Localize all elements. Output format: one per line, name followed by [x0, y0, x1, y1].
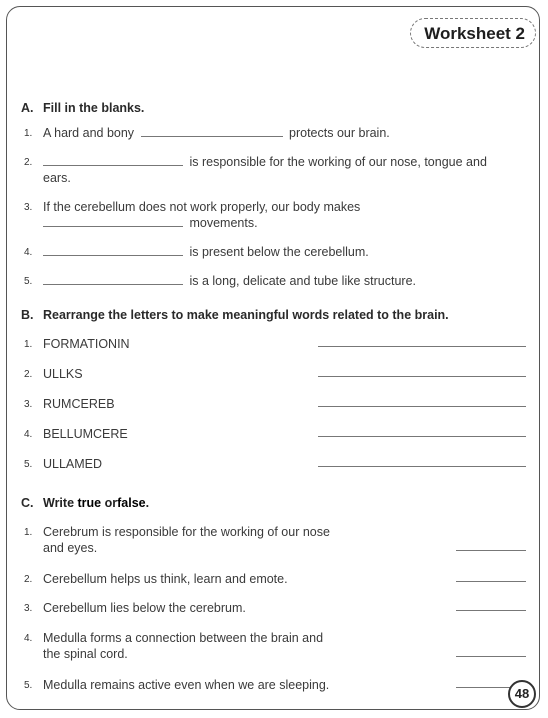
c3-text-line1: Cerebellum lies below the cerebrum.: [43, 601, 246, 615]
a1-question: [43, 125, 390, 141]
c1-answer-line[interactable]: [456, 550, 526, 551]
b1-number: 1.: [24, 339, 33, 350]
a4-answer-blank[interactable]: [43, 245, 183, 256]
section-a-letter: A.: [21, 101, 34, 115]
c4-number: 4.: [24, 633, 33, 644]
c1-text-line2: and eyes.: [43, 541, 98, 555]
a2-number: 2.: [24, 157, 33, 168]
a5-answer-blank[interactable]: [43, 274, 183, 285]
b5-scrambled-word: ULLAMED: [43, 457, 103, 471]
a4-question: [43, 244, 369, 260]
c4-text-line1: Medulla forms a connection between the brain and: [43, 631, 324, 645]
a4-number: 4.: [24, 247, 33, 258]
section-c-heading: [43, 496, 149, 510]
a2-answer-blank[interactable]: [43, 155, 183, 166]
section-c-heading-period: .: [145, 496, 150, 510]
b4-scrambled-word: BELLUMCERE: [43, 427, 128, 441]
c5-text-line1: Medulla remains active even when we are sleeping.: [43, 678, 330, 692]
b5-answer-line[interactable]: [318, 466, 526, 467]
b1-answer-line[interactable]: [318, 346, 526, 347]
a5-question: [43, 273, 416, 289]
a1-text-before: A hard and bony: [43, 126, 135, 140]
b2-answer-line[interactable]: [318, 376, 526, 377]
b3-scrambled-word: RUMCEREB: [43, 397, 115, 411]
section-c-heading-true: true: [77, 496, 102, 510]
a5-number: 5.: [24, 276, 33, 287]
a2-text-line2: ears.: [43, 171, 71, 185]
section-c-letter: C.: [21, 496, 34, 510]
a3-question-line2: [43, 215, 258, 231]
b2-scrambled-word: ULLKS: [43, 367, 83, 381]
section-c-heading-write: Write: [43, 496, 75, 510]
a4-text-after: is present below the cerebellum.: [189, 245, 369, 259]
a3-text-line1: If the cerebellum does not work properly, our body makes: [43, 200, 361, 214]
a3-number: 3.: [24, 202, 33, 213]
a1-text-after: protects our brain.: [289, 126, 390, 140]
a1-answer-blank[interactable]: [141, 126, 283, 137]
a3-answer-blank[interactable]: [43, 216, 183, 227]
c1-number: 1.: [24, 527, 33, 538]
b4-answer-line[interactable]: [318, 436, 526, 437]
c1-text-line1: Cerebrum is responsible for the working of our nose: [43, 525, 330, 539]
page-number-badge: 48: [508, 680, 536, 708]
b1-scrambled-word: FORMATIONIN: [43, 337, 130, 351]
a2-text-after: is responsible for the working of our nose, tongue and: [189, 155, 487, 169]
a3-text-after: movements.: [189, 216, 258, 230]
section-a-heading: Fill in the blanks.: [43, 101, 145, 115]
b2-number: 2.: [24, 369, 33, 380]
c5-answer-line[interactable]: [456, 687, 510, 688]
c3-answer-line[interactable]: [456, 610, 526, 611]
c2-number: 2.: [24, 574, 33, 585]
c2-answer-line[interactable]: [456, 581, 526, 582]
b3-answer-line[interactable]: [318, 406, 526, 407]
section-c-heading-false: false: [117, 496, 146, 510]
c2-text-line1: Cerebellum helps us think, learn and emote.: [43, 572, 288, 586]
worksheet-title-badge: [410, 18, 536, 48]
c3-number: 3.: [24, 603, 33, 614]
a1-number: 1.: [24, 128, 33, 139]
section-b-heading: Rearrange the letters to make meaningful words related to the brain.: [43, 308, 449, 322]
b5-number: 5.: [24, 459, 33, 470]
b3-number: 3.: [24, 399, 33, 410]
section-b-letter: B.: [21, 308, 34, 322]
a2-question: [43, 154, 487, 170]
b4-number: 4.: [24, 429, 33, 440]
c5-number: 5.: [24, 680, 33, 691]
a5-text-after: is a long, delicate and tube like structure.: [189, 274, 417, 288]
c4-answer-line[interactable]: [456, 656, 526, 657]
c4-text-line2: the spinal cord.: [43, 647, 128, 661]
section-c-heading-or: or: [104, 496, 118, 510]
worksheet-title: Worksheet 2: [424, 24, 525, 43]
